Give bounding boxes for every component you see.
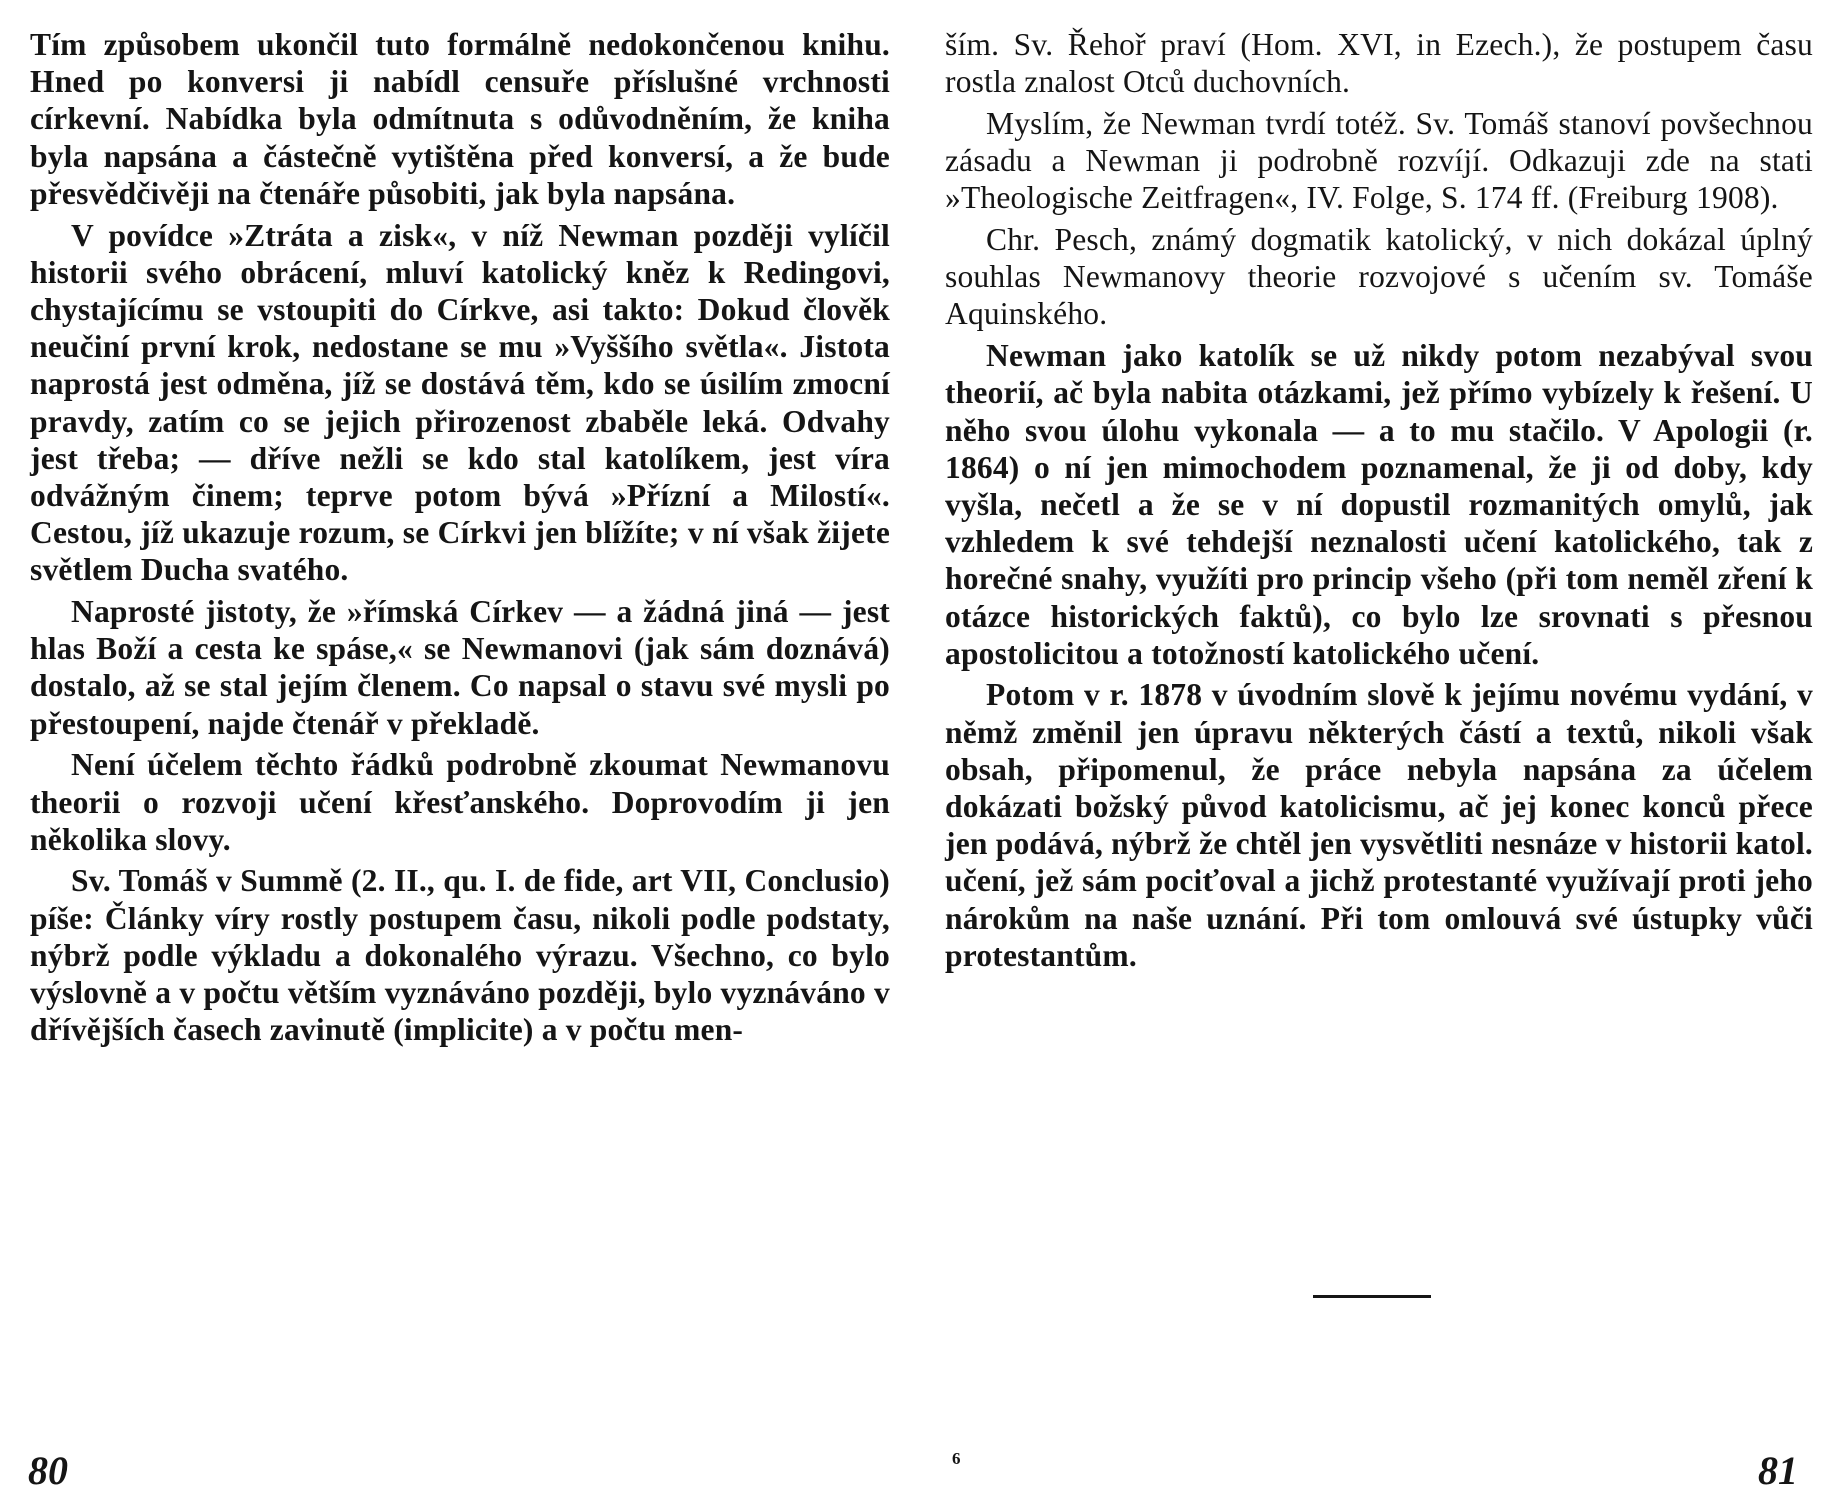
left-paragraph-1: Tím způsobem ukončil tuto formálně nedokončenou knihu. Hned po konversi ji nabídl censuře příslušné vrchnosti církevní. Nabídka byla odmítnuta s odůvodněním, že kniha byla napsána a částečně vytištěna před konversí, a že bude přesvědčivěji na čtenáře působiti, jak byla napsána. [30, 27, 890, 211]
left-paragraph-5: Sv. Tomáš v Summě (2. II., qu. I. de fide, art VII, Conclusio) píše: Články víry rostly postupem času, nikoli podle podstaty, nýbrž podle výkladu a dokonalého výrazu. Všechno, co bylo výslovně a v počtu větším vyznáváno později, bylo vyznáváno v dřívějších časech zavinutě (implicite) a v počtu men- [30, 863, 890, 1048]
right-paragraph-2: Myslím, že Newman tvrdí totéž. Sv. Tomáš stanoví povšechnou zásadu a Newman ji podrobně rozvíjí. Odkazuji zde na stati »Theologische Zeitfragen«, IV. Folge, S. 174 ff. (Freiburg 1908). [945, 105, 1813, 216]
right-page-text [945, 26, 1813, 979]
page-number-left: 80 [28, 1448, 68, 1493]
left-page-text [30, 26, 890, 1053]
right-paragraph-1: ším. Sv. Řehoř praví (Hom. XVI, in Ezech.), že postupem času rostla znalost Otců duchovních. [945, 27, 1813, 100]
end-rule [1313, 1295, 1431, 1298]
page-number-right: 81 [1758, 1448, 1798, 1493]
left-paragraph-3: Naprosté jistoty, že »římská Církev — a žádná jiná — jest hlas Boží a cesta ke spáse,« se Newmanovi (jak sám doznává) dostalo, až se stal jejím členem. Co napsal o stavu své mysli po přestoupení, najde čtenář v překladě. [30, 594, 890, 741]
left-paragraph-4: Není účelem těchto řádků podrobně zkoumat Newmanovu theorii o rozvoji učení křesťanského. Doprovodím ji jen několika slovy. [30, 747, 890, 857]
right-paragraph-4: Newman jako katolík se už nikdy potom nezabýval svou theorií, ač byla nabita otázkami, jež přímo vybízely k řešení. U něho svou úlohu vykonala — a to mu stačilo. V Apologii (r. 1864) o ní jen mimochodem poznamenal, že ji od doby, kdy vyšla, nečetl a že se v ní dopustil rozmanitých omylů, jak vzhledem k své tehdejší neznalosti učení katolického, tak z horečné snahy, využíti pro princip všeho (při tom neměl zření k otázce historických faktů), co bylo lze srovnati s přesnou apostolicitou a totožností katolického učení. [945, 338, 1813, 671]
signature-mark: 6 [952, 1449, 961, 1468]
left-paragraph-2: V povídce »Ztráta a zisk«, v níž Newman později vylíčil historii svého obrácení, mluví katolický kněz k Redingovi, chystajícímu se vstoupiti do Církve, asi takto: Dokud člověk neučiní první krok, nedostane se mu »Vyššího světla«. Jistota naprostá jest odměna, jíž se dostává těm, kdo se úsilím zmocní pravdy, zatím co se jejich přirozenost zbaběle leká. Odvahy jest třeba; — dříve nežli se kdo stal katolíkem, jest víra odvážným činem; teprve potom bývá »Přízní a Milostí«. Cestou, jíž ukazuje rozum, se Církvi jen blížíte; v ní však žijete světlem Ducha svatého. [30, 217, 890, 588]
right-paragraph-3: Chr. Pesch, známý dogmatik katolický, v nich dokázal úplný souhlas Newmanovy theorie rozvojové s učením sv. Tomáše Aquinského. [945, 222, 1813, 332]
right-paragraph-5: Potom v r. 1878 v úvodním slově k jejímu novému vydání, v němž změnil jen úpravu některých částí a textů, nikoli však obsah, připomenul, že práce nebyla napsána za účelem dokázati božský původ katolicismu, ač jej konec konců přece jen podává, nýbrž že chtěl jen vysvětliti nesnáze v historii katol. učení, jež sám pociťoval a jichž protestanté využívají proti jeho nárokům na naše uznání. Při tom omlouvá své ústupky vůči protestantům. [945, 677, 1813, 973]
